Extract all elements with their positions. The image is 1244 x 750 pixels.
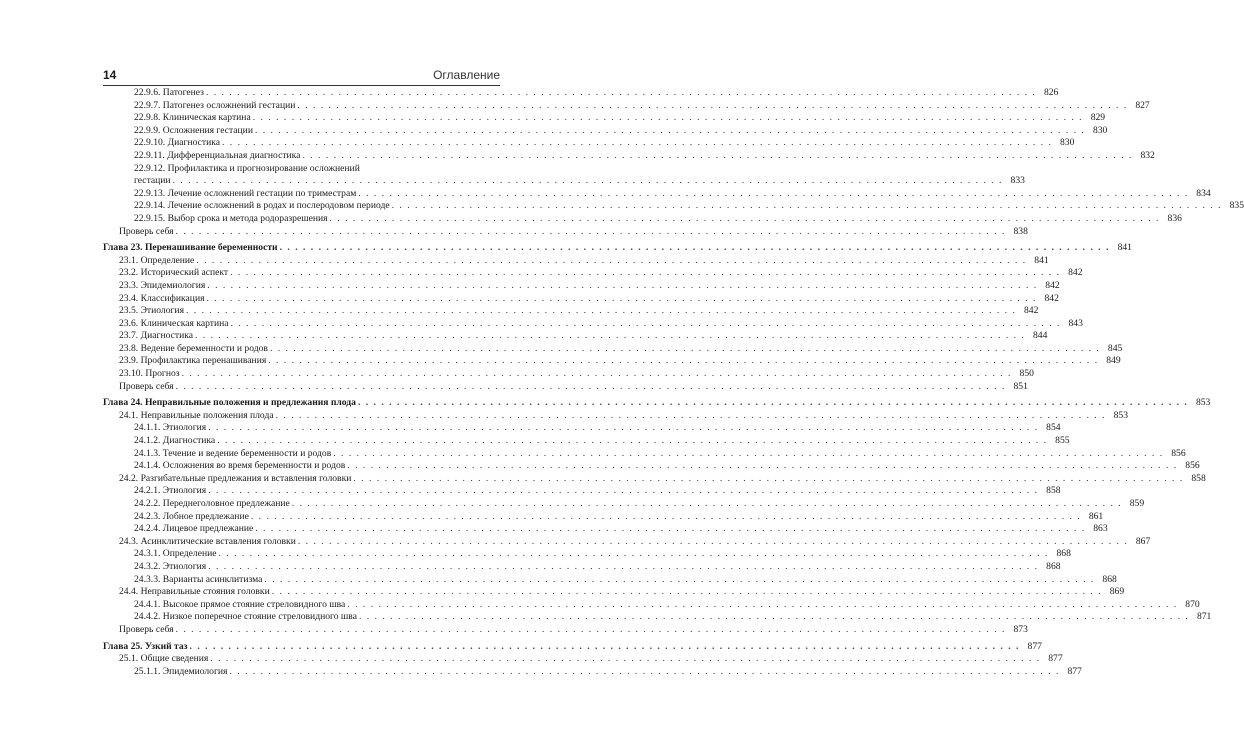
- dot-leader: [358, 397, 1188, 410]
- toc-entry-title: 24.4.2. Низкое поперечное стояние стреловидного шва: [134, 611, 357, 623]
- toc-entry: [103, 368, 1034, 381]
- toc-entry-title: 24.1.3. Течение и ведение беременности и родов: [134, 447, 332, 459]
- dot-leader: [208, 485, 1038, 498]
- toc-entry-title: 23.7. Диагностика: [119, 330, 193, 342]
- toc-entry-title: 24.2.4. Лицевое предлежание: [134, 523, 254, 535]
- toc-entry-title: 22.9.14. Лечение осложнений в родах и послеродовом периоде: [134, 200, 390, 212]
- dot-leader: [347, 599, 1177, 612]
- dot-leader: [230, 267, 1060, 280]
- dot-leader: [359, 611, 1189, 624]
- toc-entry: [103, 409, 1128, 423]
- dot-leader: [176, 226, 1006, 239]
- toc-entry-title: 23.2. Исторический аспект: [119, 267, 229, 279]
- toc-chapter-entry: [103, 397, 1211, 410]
- toc-entry-page: 842: [1045, 279, 1060, 291]
- toc-entry-page: 845: [1107, 342, 1123, 354]
- toc-entry-title: 24.1. Неправильные положения плода: [119, 409, 274, 421]
- toc-entry-page: 853: [1195, 397, 1211, 409]
- dot-leader: [276, 410, 1106, 423]
- toc-entry: [103, 510, 1104, 524]
- dot-leader: [353, 473, 1183, 486]
- toc-entry-title: 22.9.15. Выбор срока и метода родоразрешения: [134, 212, 328, 224]
- toc-entry-page: 856: [1185, 460, 1200, 472]
- toc-entry-page: 868: [1102, 573, 1117, 585]
- toc-entry-page: 853: [1113, 409, 1128, 421]
- toc-entry: [103, 523, 1108, 536]
- toc-entry: [103, 665, 1082, 679]
- toc-entry: [103, 598, 1200, 612]
- dot-leader: [208, 422, 1038, 435]
- toc-entry-page: 832: [1140, 149, 1155, 161]
- toc-entry-page: 850: [1019, 368, 1034, 380]
- toc-entry-page: 829: [1090, 112, 1106, 124]
- toc-entry: [103, 355, 1121, 368]
- dot-leader: [182, 368, 1012, 381]
- toc-entry-title: 24.2.3. Лобное предлежание: [134, 510, 249, 522]
- toc-entry-page: 877: [1048, 653, 1063, 665]
- toc-entry-page: 868: [1056, 548, 1071, 560]
- toc-entry-page: 841: [1117, 242, 1132, 254]
- toc-entry: [103, 422, 1061, 435]
- toc-entry: [103, 435, 1070, 448]
- toc-entry: [103, 225, 1028, 239]
- dot-leader: [333, 448, 1163, 461]
- toc-entry: [103, 267, 1083, 280]
- dot-leader: [206, 87, 1036, 100]
- toc-entry-page: 842: [1068, 267, 1083, 279]
- toc-entry-title: 24.1.1. Этиология: [134, 422, 207, 434]
- toc-entry-page: 869: [1109, 586, 1125, 598]
- dot-leader: [330, 213, 1160, 226]
- toc-entry-page: 861: [1088, 510, 1104, 522]
- dot-leader: [280, 242, 1110, 255]
- toc-entry-page: 838: [1013, 225, 1028, 237]
- toc-entry-title: 23.6. Клиническая картина: [119, 317, 229, 329]
- toc-entry-title: 23.9. Профилактика перенашивания: [119, 355, 267, 367]
- toc-entry: [103, 460, 1200, 473]
- toc-entry: [103, 586, 1125, 599]
- toc-entry: [103, 623, 1028, 637]
- toc-entry-title: Проверь себя: [119, 225, 174, 237]
- toc-entry: [103, 611, 1212, 624]
- dot-leader: [255, 523, 1085, 536]
- toc-entry: [103, 175, 1025, 188]
- dot-leader: [176, 381, 1006, 394]
- toc-entry-page: 843: [1068, 317, 1083, 329]
- toc-entry: [103, 305, 1039, 318]
- toc-entry-page: 830: [1059, 137, 1075, 149]
- toc-entry-page: 855: [1055, 435, 1070, 447]
- toc-entry-title: Глава 24. Неправильные положения и предлежания плода: [103, 397, 356, 409]
- toc-entry-title: 24.2.2. Переднеголовное предлежание: [134, 498, 290, 509]
- toc-entry-page: 833: [1010, 175, 1025, 187]
- toc-entry: [103, 447, 1186, 461]
- toc-entry-title: 24.3.2. Этиология: [134, 560, 207, 572]
- toc-entry-page: 849: [1106, 355, 1121, 367]
- toc-entry-title: 23.4. Классификация: [119, 292, 205, 304]
- toc-entry: [103, 200, 1244, 213]
- toc-chapter-entry: [103, 242, 1132, 255]
- toc-entry: [103, 163, 500, 176]
- dot-leader: [173, 175, 1003, 188]
- toc-entry-title: 25.1. Общие сведения: [119, 653, 209, 665]
- toc-entry-page: 873: [1013, 623, 1028, 635]
- toc-entry-title: 22.9.7. Патогенез осложнений гестации: [134, 99, 296, 111]
- dot-leader: [207, 293, 1037, 306]
- toc-entry-page: 842: [1023, 305, 1039, 317]
- toc-entry-page: 856: [1171, 447, 1186, 459]
- dot-leader: [392, 200, 1222, 213]
- dot-leader: [210, 653, 1040, 666]
- dot-leader: [218, 548, 1048, 561]
- dot-leader: [217, 435, 1047, 448]
- dot-leader: [272, 586, 1102, 599]
- dot-leader: [358, 188, 1188, 201]
- toc-entry-page: 834: [1196, 187, 1211, 199]
- toc-entry: [103, 187, 1211, 201]
- toc-entry: [103, 112, 1106, 125]
- toc-entry: [103, 560, 1061, 574]
- toc-entry-page: 858: [1191, 472, 1206, 484]
- toc-entry-page: 844: [1032, 330, 1048, 342]
- dot-leader: [253, 112, 1083, 125]
- toc-entry-page: 871: [1196, 611, 1212, 623]
- toc-entry-title: 24.3.1. Определение: [134, 548, 217, 560]
- toc-entry-title: 24.3.3. Варианты асинклитизма: [134, 573, 263, 585]
- dot-leader: [196, 255, 1026, 268]
- table-of-contents: [103, 87, 1244, 678]
- toc-entry-title: 23.5. Этиология: [119, 305, 184, 317]
- toc-entry: [103, 254, 1049, 268]
- toc-entry-title: Проверь себя: [119, 380, 174, 392]
- dot-leader: [298, 536, 1128, 549]
- toc-entry-title: 22.9.13. Лечение осложнений гестации по триместрам: [134, 187, 357, 199]
- dot-leader: [251, 511, 1081, 524]
- toc-entry-page: 835: [1229, 200, 1244, 212]
- dot-leader: [231, 318, 1061, 331]
- dot-leader: [229, 666, 1059, 679]
- dot-leader: [297, 100, 1127, 113]
- toc-entry-title: 23.1. Определение: [119, 254, 195, 266]
- toc-chapter-entry: [103, 640, 1042, 654]
- toc-entry-title: 24.1.4. Осложнения во время беременности и родов: [134, 460, 346, 472]
- toc-entry: [103, 279, 1060, 293]
- toc-entry-page: 841: [1034, 254, 1049, 266]
- toc-entry-page: 826: [1043, 87, 1059, 98]
- toc-entry-title: 24.2. Разгибательные предлежания и вставления головки: [119, 472, 352, 484]
- dot-leader: [190, 641, 1020, 654]
- toc-entry: [103, 149, 1155, 163]
- page-number: 14: [103, 68, 117, 82]
- dot-leader: [207, 280, 1037, 293]
- toc-entry-page: 867: [1135, 535, 1151, 547]
- toc-entry-title: 23.8. Ведение беременности и родов: [119, 342, 268, 354]
- toc-entry-page: 842: [1044, 292, 1059, 304]
- toc-entry: [103, 124, 1108, 138]
- dot-leader: [186, 305, 1016, 318]
- toc-entry-title: 22.9.12. Профилактика и прогнозирование осложнений: [134, 162, 360, 174]
- dot-leader: [255, 125, 1085, 138]
- toc-entry-title: 24.4.1. Высокое прямое стояние стреловидного шва: [134, 598, 346, 610]
- toc-entry-page: 877: [1027, 640, 1042, 652]
- toc-entry: [103, 330, 1048, 343]
- toc-entry-title: Глава 23. Перенашивание беременности: [103, 242, 278, 254]
- toc-entry: [103, 548, 1071, 561]
- toc-entry-page: 827: [1135, 99, 1150, 111]
- toc-entry: [103, 292, 1059, 306]
- toc-entry: [103, 380, 1028, 394]
- dot-leader: [270, 343, 1100, 356]
- toc-entry: [103, 472, 1206, 486]
- toc-entry: [103, 573, 1117, 587]
- dot-leader: [292, 498, 1122, 511]
- toc-entry-title: 24.1.2. Диагностика: [134, 435, 216, 447]
- toc-entry-title: гестации: [134, 175, 171, 187]
- dot-leader: [302, 150, 1132, 163]
- toc-entry: [103, 653, 1063, 666]
- toc-entry-title: 23.10. Прогноз: [119, 368, 180, 380]
- toc-entry-title: 22.9.9. Осложнения гестации: [134, 124, 253, 136]
- toc-entry-page: 858: [1046, 485, 1061, 497]
- dot-leader: [176, 624, 1006, 637]
- toc-entry-title: Проверь себя: [119, 623, 174, 635]
- toc-entry-page: 863: [1093, 523, 1108, 535]
- dot-leader: [264, 574, 1094, 587]
- toc-entry-title: 24.4. Неправильные стояния головки: [119, 586, 270, 598]
- page-header: [103, 67, 500, 86]
- dot-leader: [222, 137, 1052, 150]
- toc-entry-page: 851: [1013, 380, 1028, 392]
- toc-entry: [103, 485, 1061, 498]
- toc-entry: [103, 99, 1150, 113]
- toc-entry-title: 23.3. Эпидемиология: [119, 279, 206, 291]
- toc-entry: [103, 87, 1059, 100]
- toc-entry-title: Глава 25. Узкий таз: [103, 640, 188, 652]
- toc-entry-title: 25.1.1. Эпидемиология: [134, 665, 228, 677]
- toc-entry: [103, 535, 1151, 549]
- toc-entry-page: 868: [1046, 560, 1061, 572]
- toc-entry-page: 854: [1046, 422, 1061, 434]
- toc-entry-title: 22.9.10. Диагностика: [134, 137, 220, 149]
- dot-leader: [208, 561, 1038, 574]
- toc-entry-title: 24.2.1. Этиология: [134, 485, 207, 497]
- toc-entry-title: 24.3. Асинклитические вставления головки: [119, 535, 296, 547]
- dot-leader: [268, 355, 1098, 368]
- dot-leader: [347, 460, 1177, 473]
- toc-entry: [103, 317, 1083, 331]
- toc-entry: [103, 212, 1182, 226]
- toc-entry-page: 859: [1129, 498, 1145, 509]
- toc-entry-page: 870: [1185, 598, 1200, 610]
- toc-entry-page: 830: [1092, 124, 1108, 136]
- toc-entry: [103, 342, 1123, 356]
- toc-entry-page: 836: [1167, 212, 1182, 224]
- toc-entry-title: 22.9.6. Патогенез: [134, 87, 204, 98]
- toc-entry: [103, 498, 1145, 511]
- toc-entry-title: 22.9.11. Дифференциальная диагностика: [134, 149, 301, 161]
- toc-entry-title: 22.9.8. Клиническая картина: [134, 112, 251, 124]
- dot-leader: [195, 330, 1025, 343]
- running-title: Оглавление: [433, 68, 500, 82]
- toc-entry: [103, 137, 1075, 150]
- toc-entry-page: 877: [1067, 665, 1082, 677]
